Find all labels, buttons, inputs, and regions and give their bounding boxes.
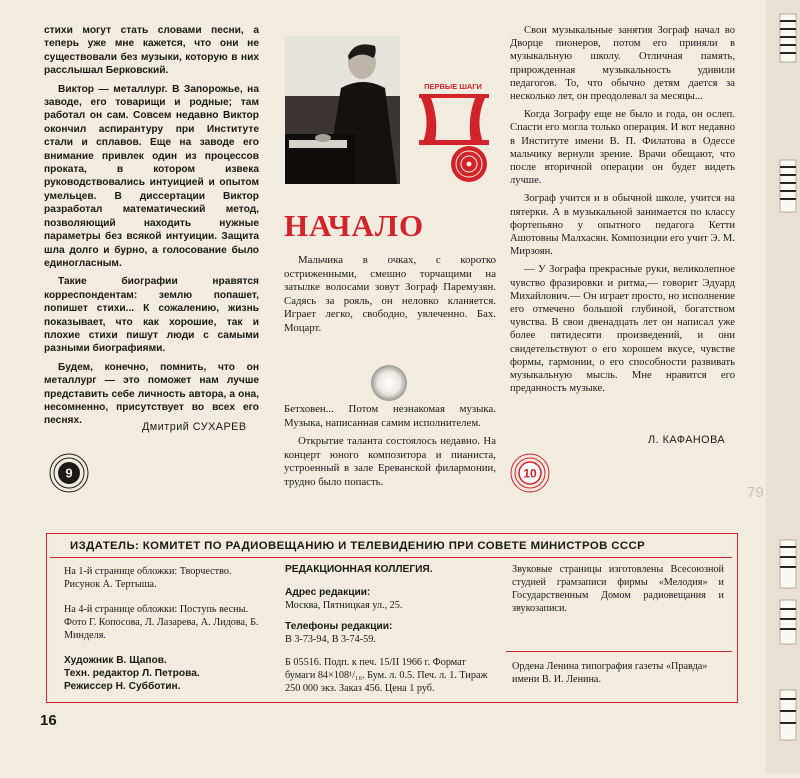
address: Москва, Пятницкая ул., 25. bbox=[285, 600, 403, 611]
colophon-heading: ИЗДАТЕЛЬ: КОМИТЕТ ПО РАДИОВЕЩАНИЮ И ТЕЛЕВИДЕНИЮ ПРИ СОВЕТЕ МИНИСТРОВ СССР bbox=[70, 540, 646, 552]
column-right bbox=[510, 24, 735, 400]
director-credit: Режиссер Н. Субботин. bbox=[64, 681, 181, 692]
paragraph: стихи могут стать словами песни, а теперь уже мне кажется, что они не существовали без музыки, которую в них расслышал Берковский. bbox=[44, 25, 259, 77]
track-badge-10 bbox=[510, 453, 550, 493]
article-continuation bbox=[284, 403, 496, 495]
print-details: Б 05516. Подп. к печ. 15/II 1966 г. Формат бумаги 84×108¹/₁₆. Бум. л. 0.5. Печ. л. 1. Тираж 250 000 экз. Заказ 456. Цена 1 руб. bbox=[285, 657, 488, 694]
paragraph: — У Зографа прекрасные руки, великолепное чувство фразировки и ритма,— говорит Эдуард Михайлович.— Он играет просто, но исполнение его отмечено большой глубиной, богатством чувства. В свои двенадцать лет он написал уже более пятидесяти произведений, и они свидетельствуют о его хорошем вкусе, чувстве формы, гармонии, о его способности развивать музыкальную мысль. Мне нравится его преданность музыке. bbox=[510, 264, 735, 395]
paragraph: Будем, конечно, помнить, что он металлург — это поможет нам лучше представить себе личность автора, а она, несомненно, присутствует во всех его песнях. bbox=[44, 361, 259, 427]
artist-credit: Художник В. Щапов. bbox=[64, 655, 167, 666]
column-left bbox=[44, 24, 259, 433]
track-badge-9 bbox=[49, 453, 89, 493]
cover1-credit: На 1-й странице обложки: Творчество. Рисунок А. Тертыша. bbox=[64, 566, 232, 590]
page-number: 16 bbox=[40, 712, 57, 729]
phones-label: Телефоны редакции: bbox=[285, 621, 393, 632]
logo-text: ПЕРВЫЕ ШАГИ bbox=[424, 82, 482, 91]
address-label: Адрес редакции: bbox=[285, 587, 371, 598]
paragraph: Когда Зографу еще не было и года, он ослеп. Спасти его могла только операция. И вот недавно в Институте имени В. П. Филатова в Одессе мальчику вернули зрение. Врачи обещают, что после вторичной операции он будет видеть лучше. bbox=[510, 109, 735, 187]
spiral-binding bbox=[766, 0, 800, 773]
photo-boy-at-piano bbox=[285, 36, 400, 184]
section-logo bbox=[409, 80, 497, 184]
paragraph: Свои музыкальные занятия Зограф начал во Дворце пионеров, потом его приняли в музыкальную школу. Отличная память, прирожденная музыкальность удивили педагогов. То, что обычно детям дается за несколько лет, он преодолевал за месяцы... bbox=[510, 25, 735, 103]
paragraph: Мальчика в очках, с коротко остриженными, смешно торчащими на затылке волосами зовут Зограф Паремузян. Садясь за рояль, он неловко кланяется. Играет легко, свободно, увлеченно. Бах. Моцарт. bbox=[284, 254, 496, 334]
badge-number: 9 bbox=[65, 465, 73, 481]
colophon-col-left bbox=[64, 565, 264, 693]
signature-sukharev: Дмитрий СУХАРЕВ bbox=[142, 421, 247, 433]
article-intro bbox=[284, 254, 496, 341]
paragraph: Такие биографии нравятся корреспондентам: землю попашет, попишет стихи... К сожалению, жизнь показывает, что как хорошие, так и плохие стихи пишут люди с самыми разными биографиями. bbox=[44, 276, 259, 355]
colophon-col-middle bbox=[285, 563, 495, 695]
printer-credit: Ордена Ленина типография газеты «Правда» имени В. И. Ленина. bbox=[512, 661, 708, 685]
phones: В 3-73-94, В 3-74-59. bbox=[285, 634, 376, 645]
tech-editor-credit: Техн. редактор Л. Петрова. bbox=[64, 668, 200, 679]
record-center-hole bbox=[371, 365, 407, 401]
article-title: НАЧАЛО bbox=[284, 208, 425, 243]
paragraph: Виктор — металлург. В Запорожье, на заводе, его товарищи и родные; там работал он сам. Совсем недавно Виктор окончил аспирантуру при Институте стали и сплавов. Еще на заводе его внимание привлек один из процессов проката, в котором извека руководствовались интуицией и опытом умельцев. В диссертации Виктор разработал математический метод, позволяющий находить нужные параметры без всякой интуиции. Защита шла долго и бурно, а голосование было единогласным. bbox=[44, 83, 259, 269]
paragraph: Зограф учится и в обычной школе, учится на пятерки. А в музыкальной занимается по классу фортепьяно у опытного педагога Кетти Ашотовны Малхасян. Композиции его учит Э. М. Мирзоян. bbox=[510, 193, 735, 258]
colophon-col-right bbox=[512, 563, 724, 615]
signature-kafanova: Л. КАФАНОВА bbox=[648, 434, 726, 446]
sound-credit: Звуковые страницы изготовлены Всесоюзной студией грамзаписи фирмы «Мелодия» и Государственным Домом радиовещания и звукозаписи. bbox=[512, 564, 724, 614]
divider bbox=[50, 557, 732, 558]
cover4-credit: На 4-й странице обложки: Поступь весны. Фото Г. Копосова, Л. Лазарева, А. Лидова, Б. Минделя. bbox=[64, 604, 259, 641]
divider bbox=[506, 651, 732, 652]
paragraph: Бетховен... Потом незнакомая музыка. Музыка, написанная самим исполнителем. bbox=[284, 403, 496, 429]
editorial-board: РЕДАКЦИОННАЯ КОЛЛЕГИЯ. bbox=[285, 564, 433, 575]
faded-number: 79 bbox=[747, 484, 764, 501]
paragraph: Открытие таланта состоялось недавно. На концерт юного композитора и пианиста, устроенный в зале Ереванской филармонии, трудно было попасть. bbox=[284, 435, 496, 488]
badge-number: 10 bbox=[523, 466, 537, 481]
